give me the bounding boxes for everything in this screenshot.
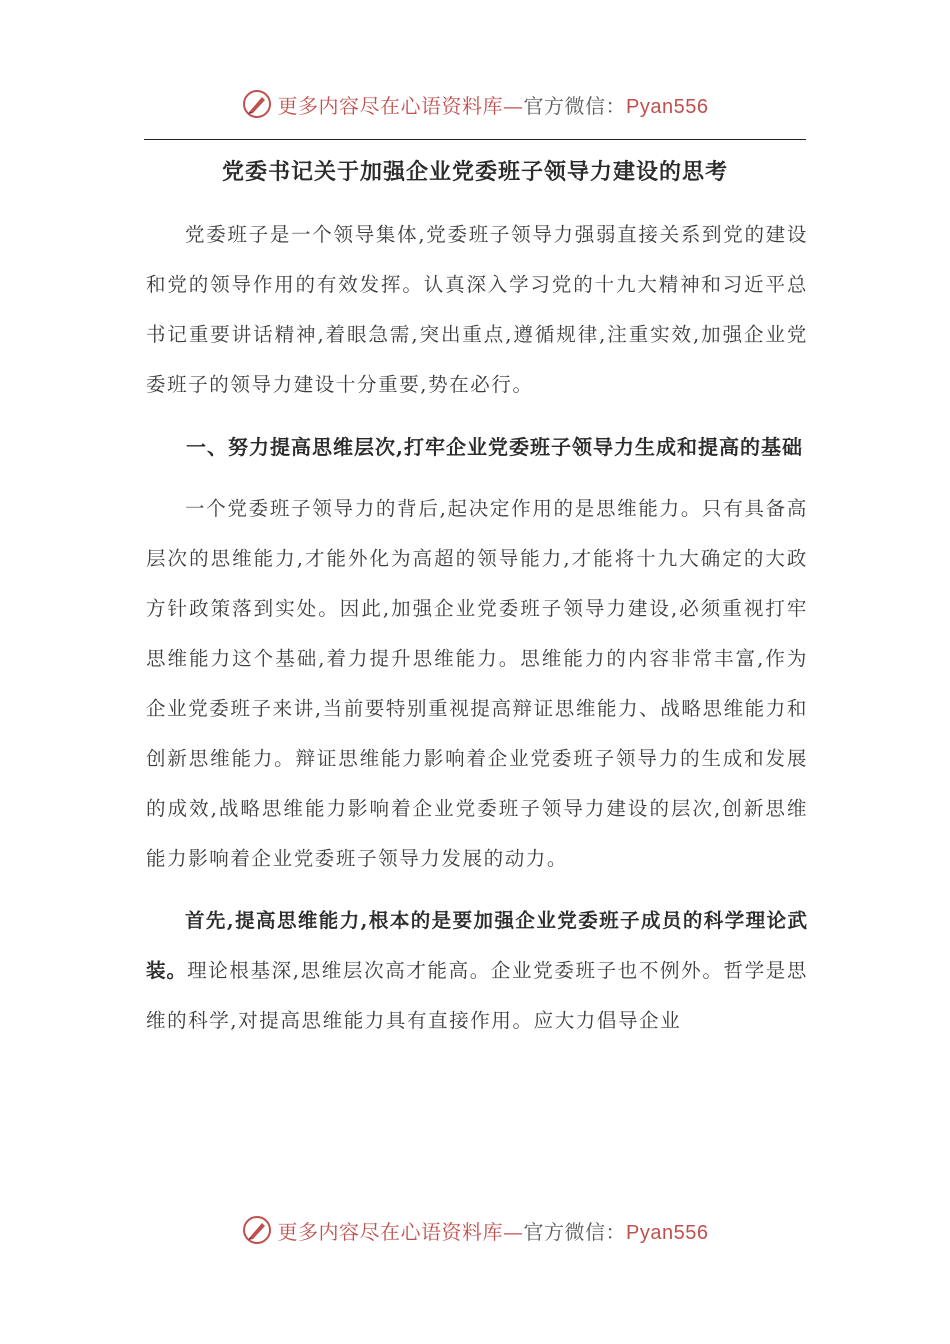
footer-banner: [0, 1210, 950, 1250]
intro-paragraph: 党委班子是一个领导集体,党委班子领导力强弱直接关系到党的建设和党的领导作用的有效发挥。认真深入学习党的十九大精神和习近平总书记重要讲话精神,着眼急需,突出重点,遵循规律,注重实效,加强企业党委班子的领导力建设十分重要,势在必行。: [146, 223, 808, 396]
pen-logo-icon: [242, 1215, 272, 1245]
pen-logo-icon: [242, 89, 272, 119]
section-heading-1: 一、努力提高思维层次,打牢企业党委班子领导力生成和提高的基础: [186, 435, 803, 459]
banner-text: 更多内容尽在心语资料库—官方微信：Pyan556: [277, 1219, 709, 1244]
header-rule: [144, 139, 806, 140]
section-1-paragraph: 一个党委班子领导力的背后,起决定作用的是思维能力。只有具备高层次的思维能力,才能外化为高超的领导能力,才能将十九大确定的大政方针政策落到实处。因此,加强企业党委班子领导力建设,必须重视打牢思维能力这个基础,着力提升思维能力。思维能力的内容非常丰富,作为企业党委班子来讲,当前要特别重视提高辩证思维能力、战略思维能力和创新思维能力。辩证思维能力影响着企业党委班子领导力的生成和发展的成效,战略思维能力影响着企业党委班子领导力建设的层次,创新思维能力影响着企业党委班子领导力发展的动力。: [146, 497, 808, 870]
banner-text: 更多内容尽在心语资料库—官方微信：Pyan556: [277, 93, 709, 118]
document-body: [146, 210, 808, 1046]
sub-paragraph-lead: 首先,提高思维能力,根本的是要加强企业党委班子成员的科学理论武装。: [146, 909, 808, 982]
section-1-sub-paragraph: [146, 896, 808, 1046]
document-title: 党委书记关于加强企业党委班子领导力建设的思考: [221, 159, 728, 185]
header-banner: [0, 84, 950, 124]
sub-paragraph-text: 理论根基深,思维层次高才能高。企业党委班子也不例外。哲学是思维的科学,对提高思维能力具有直接作用。应大力倡导企业: [146, 959, 808, 1032]
